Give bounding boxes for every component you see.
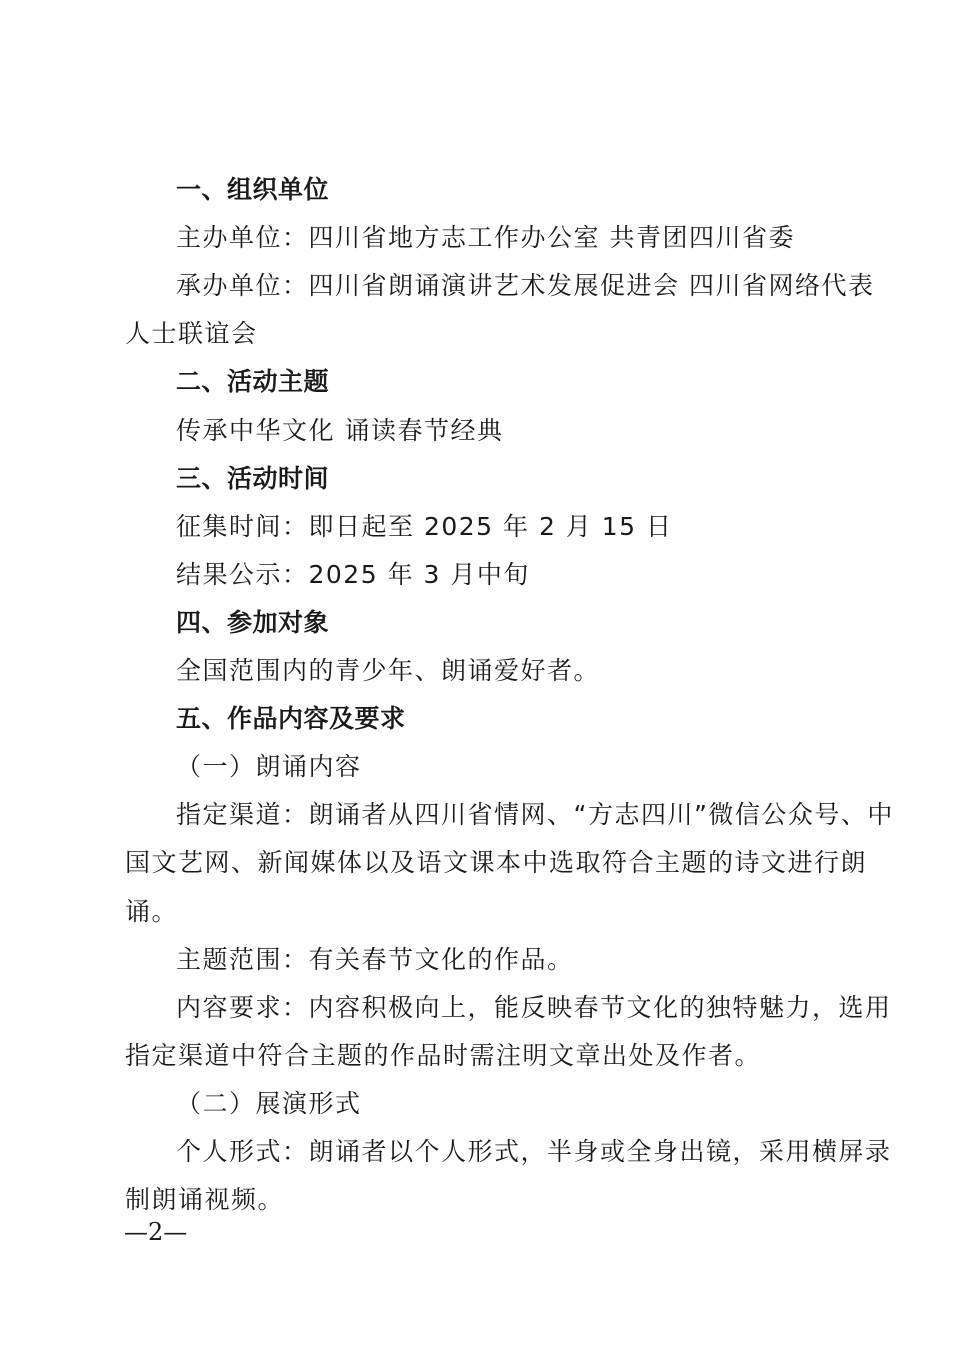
section-heading: 四、参加对象 xyxy=(176,607,330,637)
subsection-heading: （一）朗诵内容 xyxy=(176,752,362,782)
paragraph-line: 个人形式：朗诵者以个人形式，半身或全身出镜，采用横屏录 xyxy=(176,1137,892,1166)
paragraph-line: 主题范围：有关春节文化的作品。 xyxy=(176,944,574,974)
page-number: —2— xyxy=(124,1218,188,1246)
section-heading: 一、组织单位 xyxy=(176,175,330,204)
paragraph-line: 内容要求：内容积极向上，能反映春节文化的独特魅力，选用 xyxy=(176,992,892,1022)
section-heading: 五、作品内容及要求 xyxy=(176,704,406,734)
paragraph-line: 主办单位：四川省地方志工作办公室 共青团四川省委 xyxy=(176,223,795,253)
paragraph-continuation-line: 制朗诵视频。 xyxy=(125,1185,285,1215)
paragraph-line: 指定渠道：朗诵者从四川省情网、“方志四川”微信公众号、中 xyxy=(176,800,894,830)
paragraph-continuation-line: 人士联谊会 xyxy=(125,319,258,349)
paragraph-line: 结果公示：2025 年 3 月中旬 xyxy=(176,559,530,589)
paragraph-line: 承办单位：四川省朗诵演讲艺术发展促进会 四川省网络代表 xyxy=(176,271,875,301)
paragraph-continuation-line: 诵。 xyxy=(125,896,179,926)
paragraph-line: 传承中华文化 诵读春节经典 xyxy=(176,415,504,445)
section-heading: 三、活动时间 xyxy=(176,463,330,493)
subsection-heading: （二）展演形式 xyxy=(176,1088,362,1118)
section-heading: 二、活动主题 xyxy=(176,367,330,397)
paragraph-continuation-line: 指定渠道中符合主题的作品时需注明文章出处及作者。 xyxy=(125,1040,762,1070)
paragraph-continuation-line: 国文艺网、新闻媒体以及语文课本中选取符合主题的诗文进行朗 xyxy=(125,848,868,878)
paragraph-line: 征集时间：即日起至 2025 年 2 月 15 日 xyxy=(176,511,673,541)
paragraph-line: 全国范围内的青少年、朗诵爱好者。 xyxy=(176,656,601,685)
